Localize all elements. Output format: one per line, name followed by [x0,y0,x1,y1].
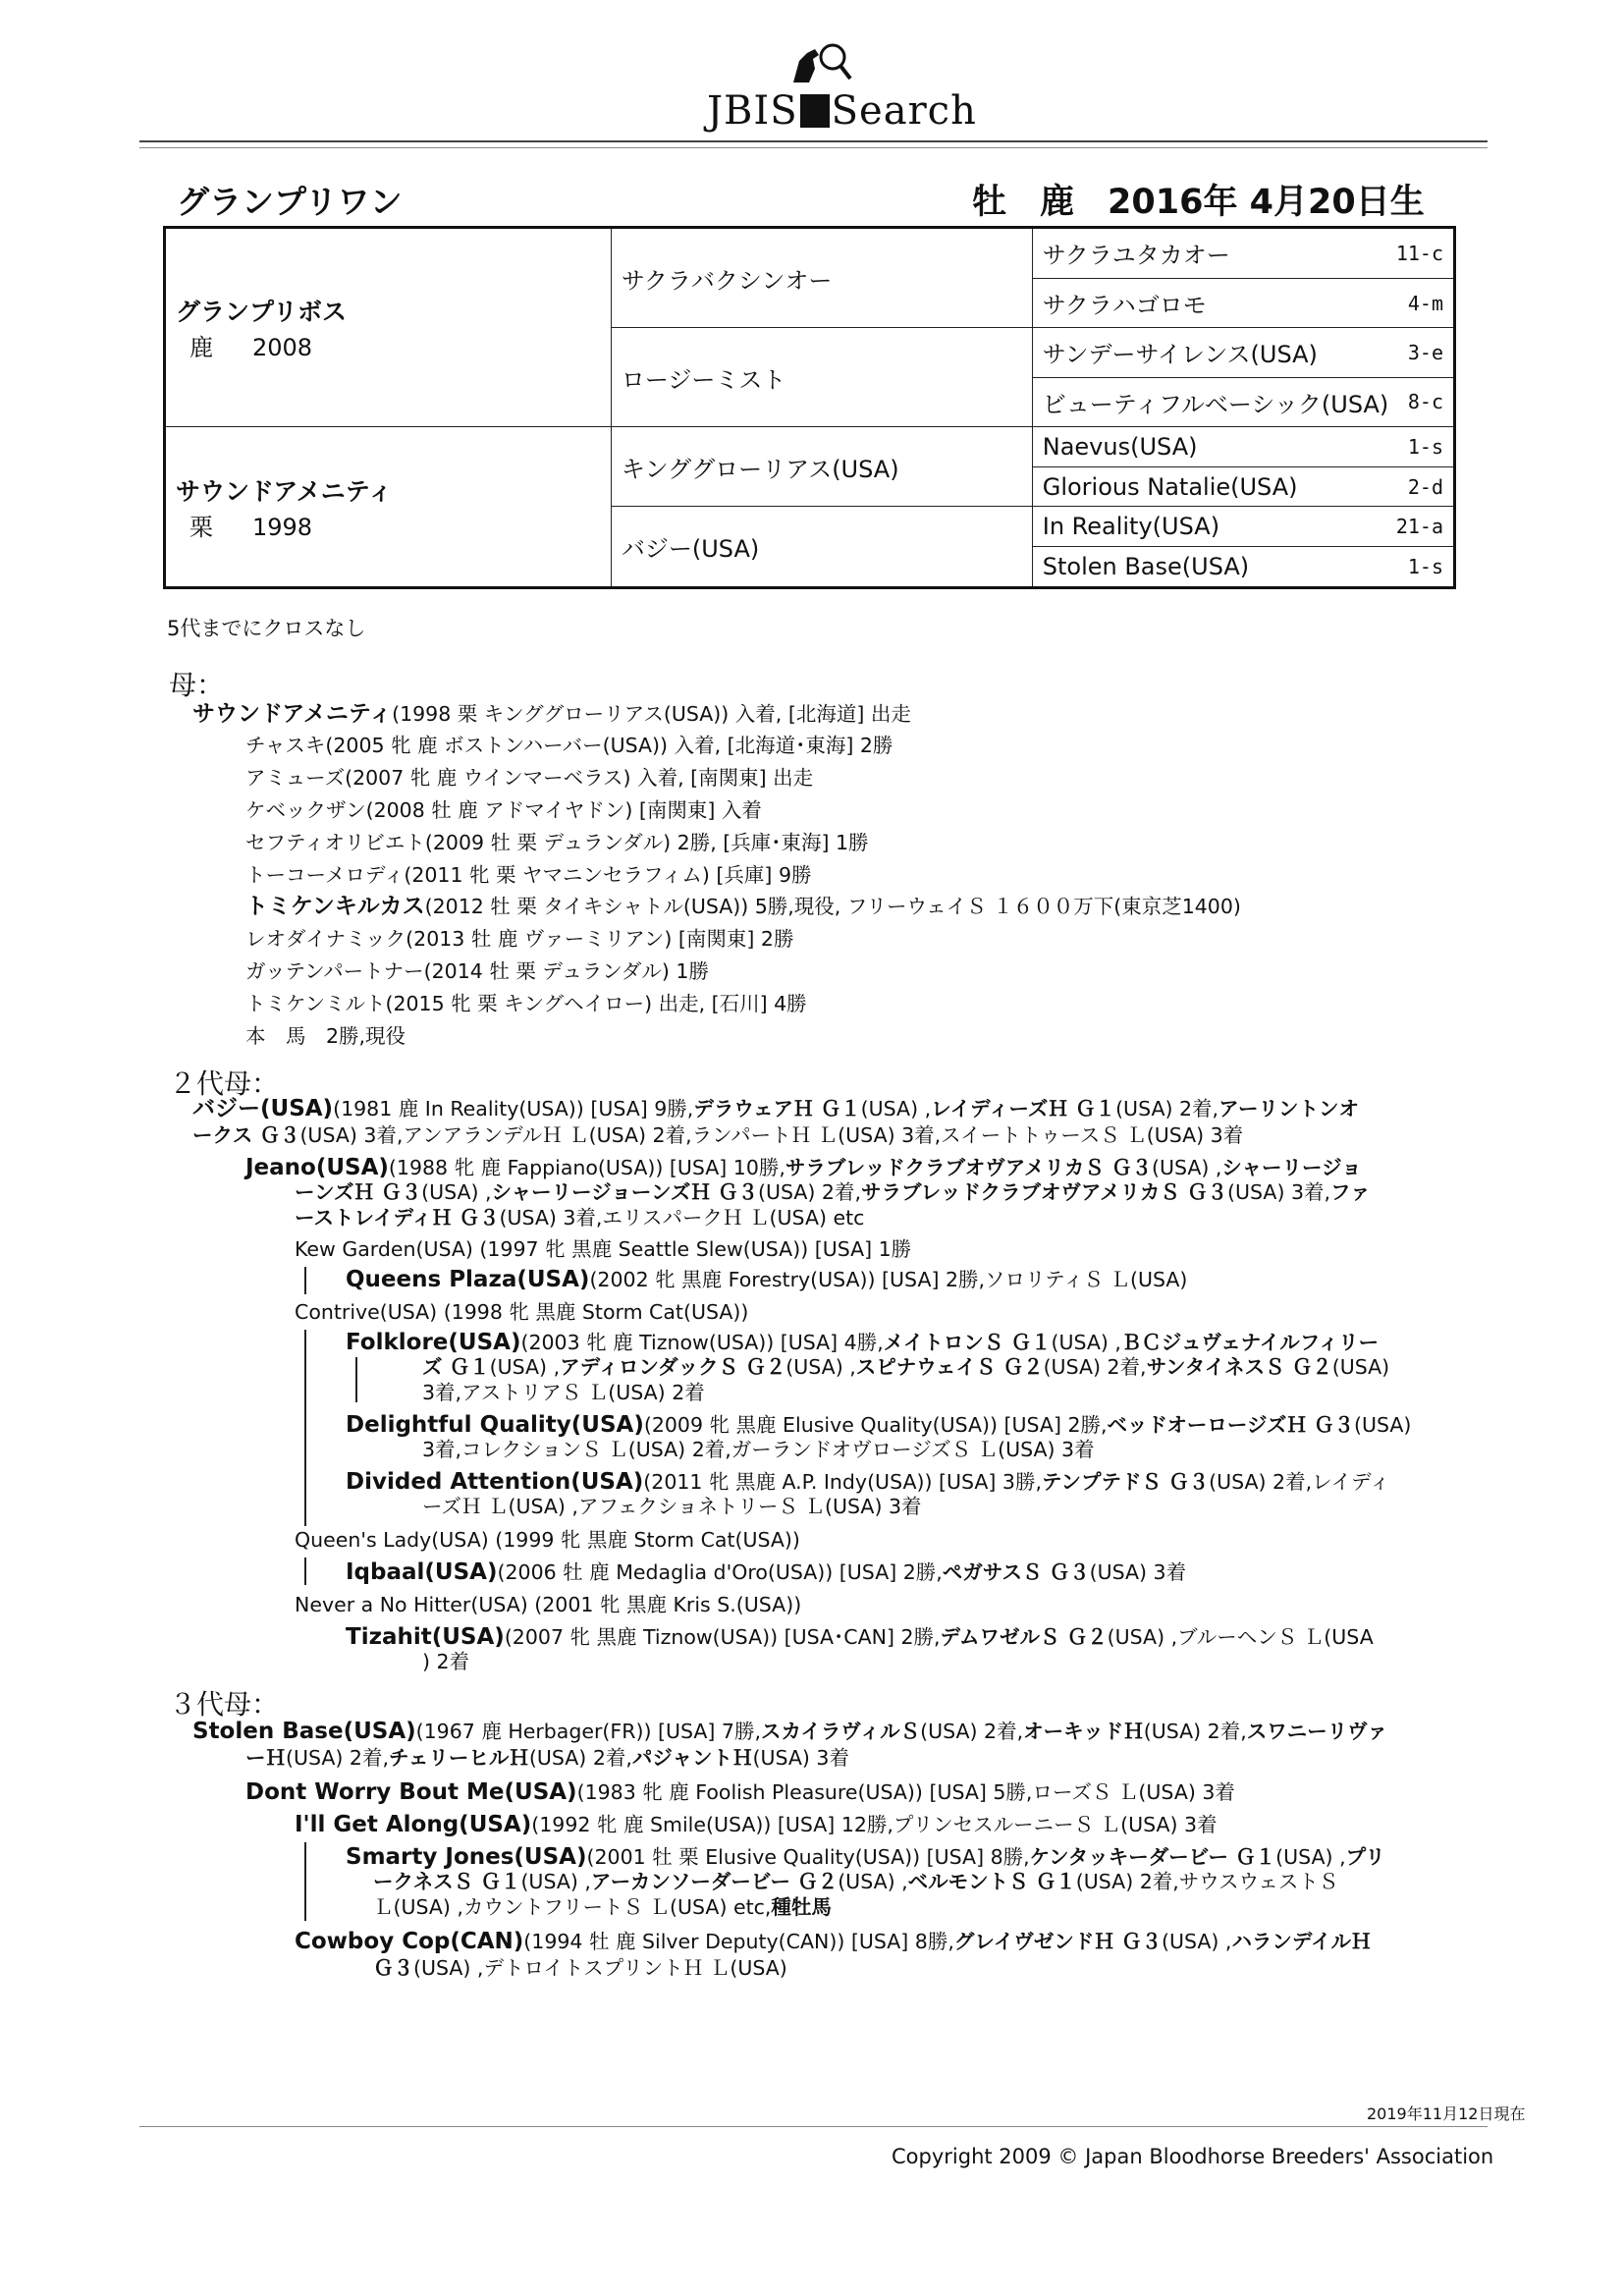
g2dam-line: Delightful Quality(USA)(2009 牝 黒鹿 Elusive Quality(USA)) [USA] 2勝,ベッドオーロージズＨ Ｇ３(USA) [346,1412,1412,1438]
as-of-date: 2019年11月12日現在 [1367,2105,1526,2123]
dam-line: チャスキ(2005 牝 鹿 ボストンハーバー(USA)) 入着, [北海道･東海] 2勝 [245,734,893,757]
g2dam-line: Queen's Lady(USA) (1999 牝 黒鹿 Storm Cat(USA)) [295,1528,800,1552]
g2dam-line: Contrive(USA) (1998 牝 黒鹿 Storm Cat(USA)) [295,1300,749,1324]
sire-name: グランプリボス [176,298,348,327]
copyright: Copyright 2009 © Japan Bloodhorse Breeders' Association [892,2145,1494,2168]
dam-line: トミケンミルト(2015 牝 栗 キングヘイロー) 出走, [石川] 4勝 [245,992,807,1015]
section-dam-heading: 母： [169,669,225,701]
horse-color: 鹿 [1040,183,1075,222]
g3-cell [1032,228,1454,279]
g3dam-line: Cowboy Cop(CAN)(1994 牡 鹿 Silver Deputy(CAN)) [USA] 8勝,グレイヴゼンドＨ Ｇ３(USA) ,ハランデイルＨ [295,1929,1372,1954]
g3-code: 8-c [1407,390,1443,414]
tree-bar [304,1558,306,1585]
tree-bar [304,1330,306,1526]
dam-line: ガッテンパートナー(2014 牡 栗 デュランダル) 1勝 [245,959,709,983]
g2dam-line: バジー(USA)(1981 鹿 In Reality(USA)) [USA] 9勝,デラウェアＨ Ｇ１(USA) ,レイディーズＨ Ｇ１(USA) 2着,アーリントンオ [192,1096,1359,1121]
cross-note: 5代までにクロスなし [167,617,366,640]
g3-cell [1032,278,1454,327]
g3-name: In Reality(USA) [1042,513,1220,541]
g2dam-line: Folklore(USA)(2003 牝 鹿 Tiznow(USA)) [USA] 4勝,メイトロンＳ Ｇ１(USA) ,ＢＣジュヴェナイルフィリー [346,1330,1380,1355]
g2dam-line: Divided Attention(USA)(2011 牝 黒鹿 A.P. Indy(USA)) [USA] 3勝,テンプテドＳ Ｇ３(USA) 2着,レイディ [346,1469,1390,1495]
g3-name: サクラユタカオー [1042,242,1230,270]
g2dam-line: ) 2着 [422,1650,470,1673]
g3-code: 1-s [1407,434,1443,459]
g2dam-line: ーストレイディＨ Ｇ３(USA) 3着,エリスパークＨ Ｌ(USA) etc [295,1206,865,1230]
horse-meta [972,175,1425,224]
g3-name: Stolen Base(USA) [1042,552,1250,580]
horse-birth: 2016年 4月20日生 [1108,183,1425,222]
g2dam-line: 3着,アストリアＳ Ｌ(USA) 2着 [422,1381,705,1404]
dam-line: トーコーメロディ(2011 牝 栗 ヤマニンセラフィム) [兵庫] 9勝 [245,863,812,887]
g3-cell [1032,328,1454,377]
g2dam-line: Iqbaal(USA)(2006 牡 鹿 Medaglia d'Oro(USA)) [USA] 2勝,ペガサスＳ Ｇ３(USA) 3着 [346,1559,1187,1585]
sire-color: 鹿 [189,334,213,362]
g2dam-line: Tizahit(USA)(2007 牝 黒鹿 Tiznow(USA)) [USA･CAN] 2勝,デムワゼルＳ Ｇ２(USA) ,ブルーヘンＳ Ｌ(USA [346,1624,1374,1650]
g3-code: 11-c [1395,241,1443,265]
g3-cell [1032,507,1454,547]
g3dam-line: Smarty Jones(USA)(2001 牡 栗 Elusive Quality(USA)) [USA] 8勝,ケンタッキーダービー Ｇ１(USA) ,プリ [346,1844,1385,1870]
g3-cell [1032,466,1454,507]
g2dam-line: ズ Ｇ１(USA) ,アディロンダックＳ Ｇ２(USA) ,スピナウェイＳ Ｇ２(USA) 2着,サンタイネスＳ Ｇ２(USA) [422,1355,1390,1379]
header-rule [139,140,1488,142]
g3dam-line: Stolen Base(USA)(1967 鹿 Herbager(FR)) [USA] 7勝,スカイラヴィルＳ(USA) 2着,オーキッドＨ(USA) 2着,スワニーリヴァ [192,1719,1388,1744]
logo-main-text: JBIS [707,88,798,134]
g3-code: 3-e [1407,340,1443,364]
g3dam-line: Ｇ３(USA) ,デトロイトスプリントＨ Ｌ(USA) [373,1956,787,1980]
g3-name: ビューティフルベーシック(USA) [1042,390,1389,418]
g2dam-line: ーズＨ Ｌ(USA) ,アフェクショネトリーＳ Ｌ(USA) 3着 [422,1495,922,1518]
g3dam-line: I'll Get Along(USA)(1992 牝 鹿 Smile(USA)) [USA] 12勝,プリンセスルーニーＳ Ｌ(USA) 3着 [295,1812,1218,1837]
dam-name: サウンドアメニティ [176,476,393,506]
g3-name: サンデーサイレンス(USA) [1042,341,1318,369]
tree-bar [355,1357,357,1402]
g3-code: 1-s [1407,554,1443,578]
g2-cell: サクラバクシンオー [611,228,1032,328]
g3dam-line: Dont Worry Bout Me(USA)(1983 牝 鹿 Foolish Pleasure(USA)) [USA] 5勝,ローズＳ Ｌ(USA) 3着 [245,1779,1235,1805]
g3-code: 21-a [1395,515,1443,539]
g3-cell [1032,546,1454,587]
dam-line: アミューズ(2007 牝 鹿 ウインマーベラス) 入着, [南関東] 出走 [245,766,814,790]
g2dam-line: Never a No Hitter(USA) (2001 牝 黒鹿 Kris S.(USA)) [295,1593,802,1616]
g2-cell: キンググローリアス(USA) [611,427,1032,507]
jbis-search-logo [687,39,977,137]
g3-cell [1032,427,1454,467]
g2dam-line: Queens Plaza(USA)(2002 牝 黒鹿 Forestry(USA)) [USA] 2勝,ソロリティＳ Ｌ(USA) [346,1267,1188,1292]
g3-name: Glorious Natalie(USA) [1042,472,1298,501]
dam-year: 1998 [252,513,313,541]
logo-box [800,94,830,128]
section-g3dam-heading: ３代母： [169,1688,280,1721]
g3dam-line: Ｌ(USA) ,カウントフリートＳ Ｌ(USA) etc,種牡馬 [373,1895,832,1919]
dam-line: セフティオリビエト(2009 牡 栗 デュランダル) 2勝, [兵庫･東海] 1勝 [245,831,869,854]
tree-bar [304,1267,306,1294]
section-g2dam-heading: ２代母： [169,1067,280,1100]
g2dam-line: Jeano(USA)(1988 牝 鹿 Fappiano(USA)) [USA] 10勝,サラブレッドクラブオヴアメリカＳ Ｇ３(USA) ,シャーリージョ [245,1155,1362,1180]
sire-cell [165,228,612,427]
dam-cell [165,427,612,588]
g3-code: 2-d [1407,474,1443,499]
g2-cell: ロージーミスト [611,328,1032,427]
horse-magnifier-icon [785,39,854,88]
g2-cell: バジー(USA) [611,507,1032,588]
g3-cell [1032,377,1454,426]
logo-sub-text: Search [831,88,977,134]
dam-line: サウンドアメニティ(1998 栗 キンググローリアス(USA)) 入着, [北海道] 出走 [192,701,911,727]
g3-code: 4-m [1407,291,1443,315]
g2dam-line: ークス Ｇ３(USA) 3着,アンアランデルＨ Ｌ(USA) 2着,ランパートＨ Ｌ(USA) 3着,スイートトゥースＳ Ｌ(USA) 3着 [192,1123,1244,1147]
horse-name: グランプリワン [177,183,403,221]
g2dam-line: 3着,コレクションＳ Ｌ(USA) 2着,ガーランドオヴロージズＳ Ｌ(USA) 3着 [422,1438,1095,1461]
dam-line: トミケンキルカス(2012 牡 栗 タイキシャトル(USA)) 5勝,現役, フリーウェイＳ １６００万下(東京芝1400) [245,894,1241,919]
g3-name: Naevus(USA) [1042,432,1198,461]
dam-color: 栗 [189,513,213,541]
dam-line: レオダイナミック(2013 牡 鹿 ヴァーミリアン) [南関東] 2勝 [245,927,794,951]
g2dam-line: ーンズＨ Ｇ３(USA) ,シャーリージョーンズＨ Ｇ３(USA) 2着,サラブレッドクラブオヴアメリカＳ Ｇ３(USA) 3着,ファ [295,1180,1371,1204]
g2dam-line: Kew Garden(USA) (1997 牝 黒鹿 Seattle Slew(USA)) [USA] 1勝 [295,1237,912,1261]
sire-year: 2008 [252,334,313,362]
header-rule-thin [139,147,1488,148]
footer-rule [139,2126,1488,2127]
horse-sex: 牡 [972,183,1007,222]
g3dam-line: ークネスＳ Ｇ１(USA) ,アーカンソーダービー Ｇ２(USA) ,ベルモントＳ Ｇ１(USA) 2着,サウスウェストＳ [373,1870,1339,1893]
g3dam-line: ーＨ(USA) 2着,チェリーヒルＨ(USA) 2着,パジャントＨ(USA) 3着 [245,1746,849,1770]
pedigree-table [163,226,1456,589]
dam-line: 本 馬 2勝,現役 [245,1024,406,1048]
tree-bar [304,1842,306,1921]
dam-line: ケベックザン(2008 牡 鹿 アドマイヤドン) [南関東] 入着 [245,798,762,822]
g3-name: サクラハゴロモ [1042,292,1207,320]
